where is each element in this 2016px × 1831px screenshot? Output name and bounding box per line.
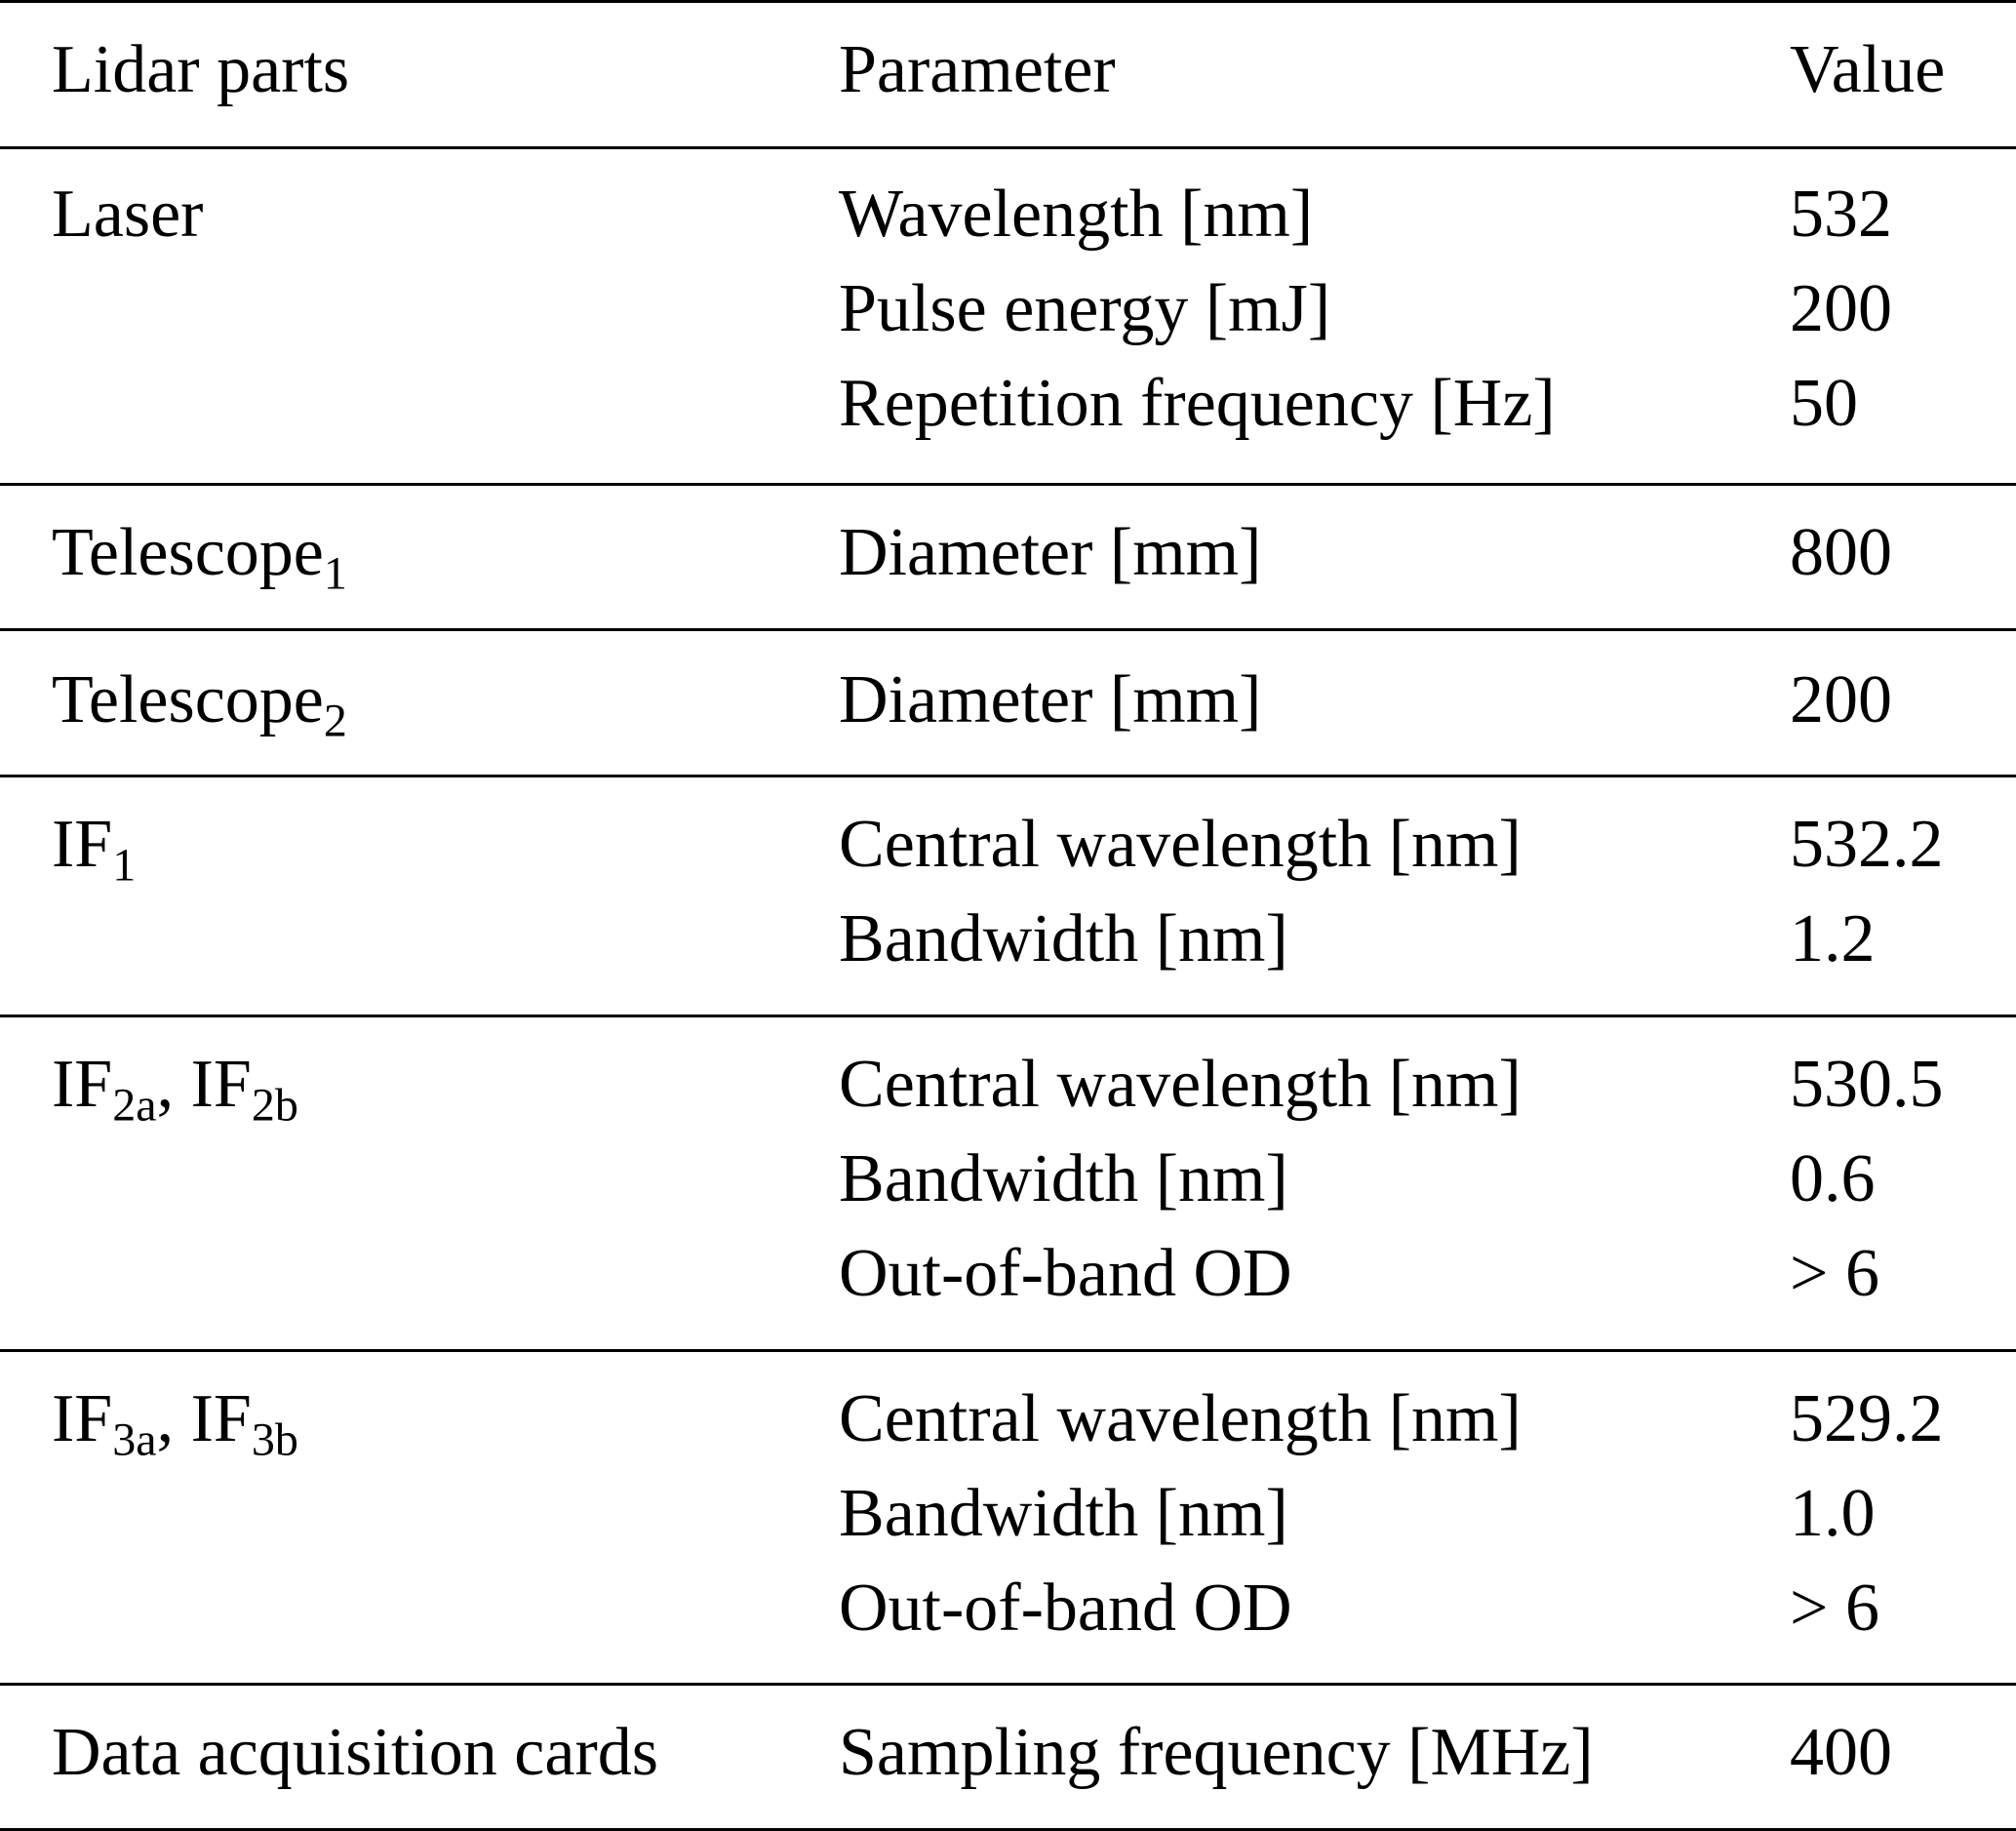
part-base: Laser <box>52 177 204 252</box>
part-label <box>52 515 347 600</box>
part-subscript: 2b <box>251 1079 298 1132</box>
parameter-cell: Pulse energy [mJ] <box>839 271 1331 346</box>
part-label <box>52 807 137 892</box>
value-cell: 1.0 <box>1790 1476 1876 1551</box>
part-label <box>52 177 204 252</box>
value-cell: 530.5 <box>1790 1047 1944 1122</box>
part-label <box>52 1047 298 1132</box>
part-label <box>52 1715 659 1790</box>
group-rule <box>0 628 2016 631</box>
header-parameter: Parameter <box>839 32 1116 107</box>
parameter-cell: Repetition frequency [Hz] <box>839 366 1556 441</box>
value-cell: 50 <box>1790 366 1858 441</box>
header-value: Value <box>1790 32 1946 107</box>
parameter-cell: Out-of-band OD <box>839 1571 1292 1646</box>
part-subscript: 3a <box>112 1413 157 1466</box>
part-base: IF <box>52 1381 113 1456</box>
part-subscript: 1 <box>112 839 137 892</box>
parameter-cell: Bandwidth [nm] <box>839 1476 1288 1551</box>
value-cell: 1.2 <box>1790 901 1876 976</box>
part-subscript: 2a <box>112 1079 157 1132</box>
part-base: Telescope <box>52 662 324 737</box>
parameter-cell: Central wavelength [nm] <box>839 807 1522 882</box>
parameter-cell: Diameter [mm] <box>839 515 1262 590</box>
value-cell: 0.6 <box>1790 1141 1876 1216</box>
group-rule <box>0 483 2016 486</box>
value-cell: > 6 <box>1790 1571 1879 1646</box>
parameter-cell: Bandwidth [nm] <box>839 901 1288 976</box>
top-rule <box>0 0 2016 3</box>
part-subscript: 3b <box>251 1413 298 1466</box>
part-base: IF <box>190 1047 252 1122</box>
parameter-cell: Central wavelength [nm] <box>839 1381 1522 1456</box>
group-rule <box>0 775 2016 777</box>
value-cell: 200 <box>1790 271 1892 346</box>
part-separator: , <box>156 1047 191 1122</box>
parameter-cell: Sampling frequency [MHz] <box>839 1715 1594 1790</box>
part-subscript: 1 <box>323 547 347 600</box>
part-base: IF <box>190 1381 252 1456</box>
part-subscript: 2 <box>323 695 347 747</box>
part-base: IF <box>52 1047 113 1122</box>
group-rule <box>0 1683 2016 1686</box>
part-base: IF <box>52 807 113 882</box>
group-rule <box>0 1015 2016 1017</box>
header-rule <box>0 146 2016 149</box>
part-separator: , <box>156 1381 191 1456</box>
value-cell: > 6 <box>1790 1236 1879 1311</box>
group-rule <box>0 1349 2016 1352</box>
value-cell: 800 <box>1790 515 1892 590</box>
parameter-cell: Central wavelength [nm] <box>839 1047 1522 1122</box>
parameter-cell: Bandwidth [nm] <box>839 1141 1288 1216</box>
value-cell: 532.2 <box>1790 807 1944 882</box>
parameter-cell: Diameter [mm] <box>839 662 1262 737</box>
value-cell: 532 <box>1790 177 1892 252</box>
part-base: Data acquisition cards <box>52 1715 659 1790</box>
value-cell: 400 <box>1790 1715 1892 1790</box>
value-cell: 200 <box>1790 662 1892 737</box>
header-lidar-parts: Lidar parts <box>52 32 350 107</box>
parameter-cell: Wavelength [nm] <box>839 177 1314 252</box>
value-cell: 529.2 <box>1790 1381 1944 1456</box>
part-base: Telescope <box>52 515 324 590</box>
part-label <box>52 1381 298 1466</box>
parameter-cell: Out-of-band OD <box>839 1236 1292 1311</box>
part-label <box>52 662 347 747</box>
